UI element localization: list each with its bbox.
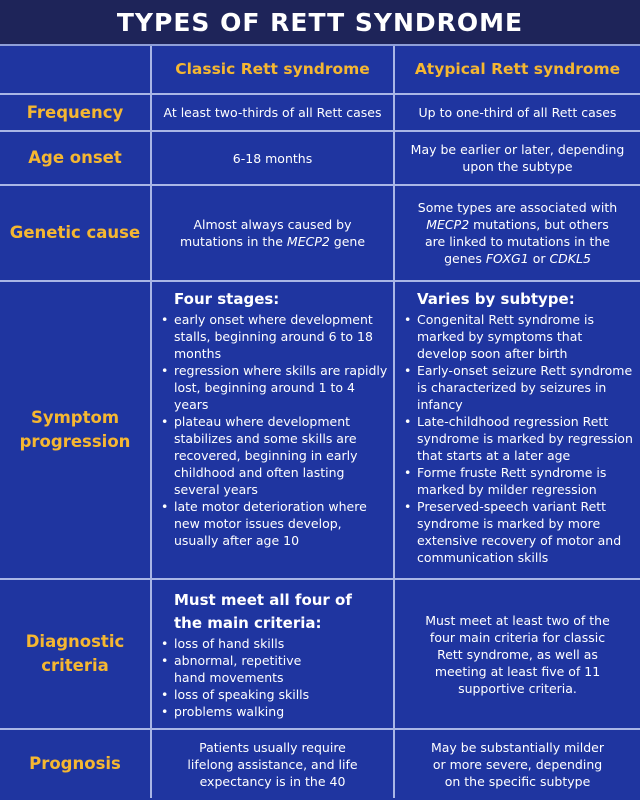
symptom-atypical [395, 282, 640, 580]
text: Patients usually require lifelong assistance, and life expectancy is in the 40 [187, 739, 358, 789]
list-item: • Congenital Rett syndrome is marked by symptoms that develop soon after birth [403, 311, 636, 362]
list-item: • regression where skills are rapidly lost, beginning around 1 to 4 years [160, 362, 389, 413]
row-label-prognosis: Prognosis [0, 730, 152, 798]
text: gene [329, 234, 366, 249]
text: Some types are associated with [417, 200, 618, 215]
gene-name: CDKL5 [549, 251, 591, 266]
column-header-atypical: Atypical Rett syndrome [395, 46, 640, 95]
gene-name: MECP2 [426, 217, 470, 232]
row-label-symptom-progression: Symptom progression [0, 282, 152, 580]
list-item: • abnormal, repetitive hand movements [160, 652, 330, 686]
list-item: • Forme fruste Rett syndrome is marked by milder regression [403, 464, 636, 498]
diagnostic-classic [152, 580, 395, 730]
age-onset-classic: 6-18 months [152, 132, 395, 186]
frequency-classic: At least two-thirds of all Rett cases [152, 95, 395, 132]
age-onset-atypical: May be earlier or later, depending upon the subtype [395, 132, 640, 186]
row-label-frequency: Frequency [0, 95, 152, 132]
list-item: • Early-onset seizure Rett syndrome is characterized by seizures in infancy [403, 362, 636, 413]
row-label-diagnostic-criteria: Diagnostic criteria [0, 580, 152, 730]
row-label-age-onset: Age onset [0, 132, 152, 186]
list-item: • problems walking [160, 703, 330, 720]
list-item: • early onset where development stalls, beginning around 6 to 18 months [160, 311, 389, 362]
list-heading: Varies by subtype: [417, 290, 575, 308]
frequency-atypical: Up to one-third of all Rett cases [395, 95, 640, 132]
text: Almost always caused by mutations in the [179, 217, 352, 249]
text: May be substantially milder or more severe, depending on the specific subtype [430, 739, 605, 789]
list-item: • late motor deterioration where new motor issues develop, usually after age 10 [160, 498, 389, 549]
prognosis-atypical [395, 730, 640, 798]
genetic-cause-classic [152, 186, 395, 282]
empty-corner-cell [0, 46, 152, 95]
diagnostic-atypical [395, 580, 640, 730]
list-item: • loss of speaking skills [160, 686, 330, 703]
genetic-cause-atypical [395, 186, 640, 282]
text: or [528, 251, 550, 266]
text: mutations, but others are linked to mutations in the genes [425, 217, 610, 266]
list-item: • plateau where development stabilizes and some skills are recovered, beginning in early childhood and often lasting several years [160, 413, 389, 498]
row-label-genetic-cause: Genetic cause [0, 186, 152, 282]
prognosis-classic [152, 730, 395, 798]
page-title: TYPES OF RETT SYNDROME [0, 0, 640, 46]
column-header-classic: Classic Rett syndrome [152, 46, 395, 95]
list-item: • Preserved-speech variant Rett syndrome is marked by more extensive recovery of motor and communication skills [403, 498, 636, 566]
list-heading: Must meet all four of the main criteria: [174, 590, 352, 632]
symptom-classic [152, 282, 395, 580]
text: Must meet at least two of the four main criteria for classic Rett syndrome, as well as meeting at least five of 11 supportive criteria. [425, 612, 610, 696]
comparison-table [0, 46, 640, 798]
gene-name: MECP2 [286, 234, 330, 249]
list-item: • loss of hand skills [160, 635, 330, 652]
list-heading: Four stages: [174, 290, 280, 308]
list-item: • Late-childhood regression Rett syndrome is marked by regression that starts at a later age [403, 413, 636, 464]
gene-name: FOXG1 [485, 251, 529, 266]
